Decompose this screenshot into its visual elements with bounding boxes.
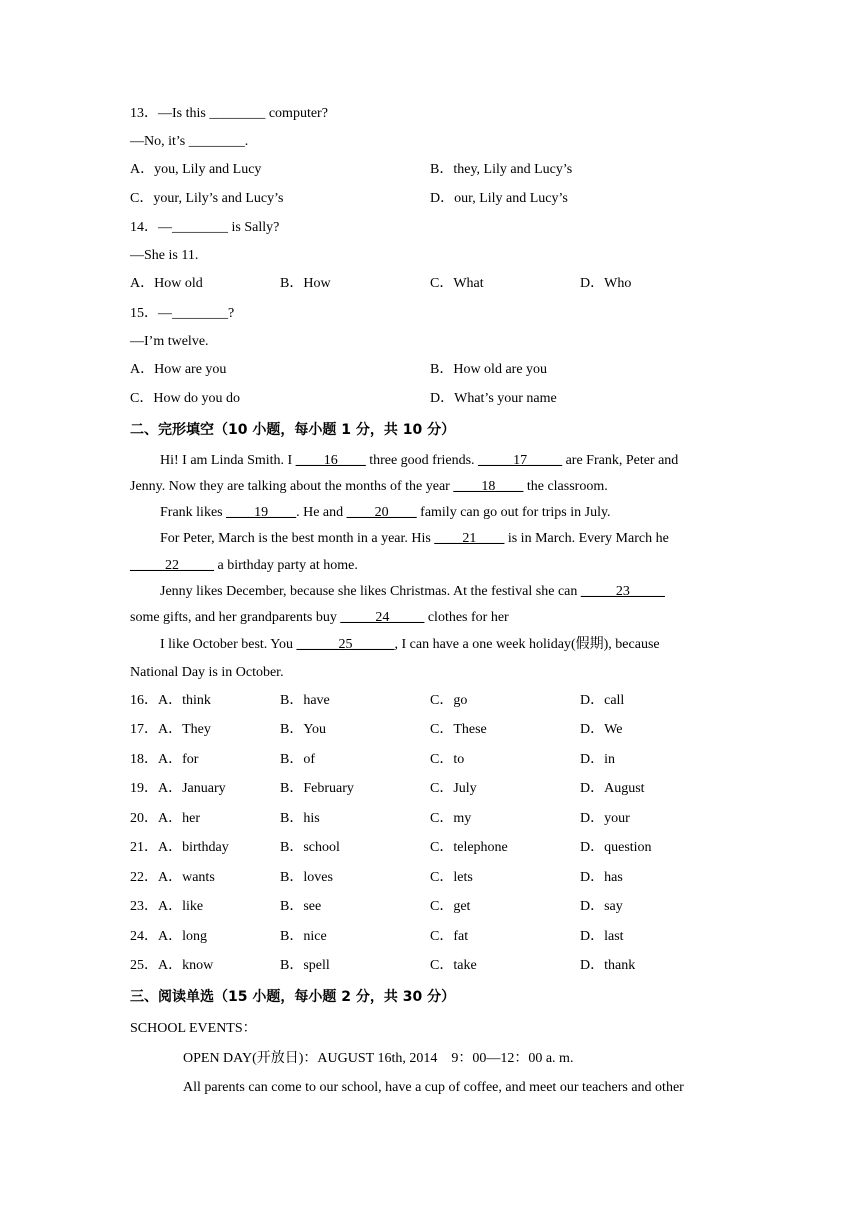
passage-line-4 [160, 529, 669, 549]
passage-line-1 [160, 451, 678, 471]
passage-text: Frank likes [160, 505, 227, 520]
passage-text: Jenny likes December, because she likes Christmas. At the festival she can [160, 584, 581, 599]
q14-option-c: C．What [430, 276, 484, 291]
option-20-a: 20．A．her [130, 811, 200, 826]
passage-text: Jenny. Now they are talking about the months of the year [130, 479, 454, 494]
q15-reply: —I’m twelve. [130, 334, 209, 349]
option-24-a: 24．A．long [130, 929, 207, 944]
option-21-b: B．school [280, 840, 340, 855]
passage-text: For Peter, March is the best month in a year. His [160, 531, 435, 546]
q13-option-d: D．our, Lily and Lucy’s [430, 191, 568, 206]
option-16-b: B．have [280, 693, 330, 708]
q15-stem: 15．—________? [130, 306, 235, 321]
option-20-d: D．your [580, 811, 630, 826]
blank-19: ____19____ [226, 505, 297, 520]
reading-line-1: OPEN DAY(开放日)：AUGUST 16th, 2014 9：00—12：00 a. m. [183, 1051, 574, 1066]
option-17-d: D．We [580, 722, 623, 737]
blank-25: ______25______ [296, 637, 395, 652]
option-17-b: B．You [280, 722, 327, 737]
section-2-title: 二、完形填空（10 小题，每小题 1 分，共 10 分） [130, 422, 456, 438]
option-18-b: B．of [280, 752, 315, 767]
option-16-d: D．call [580, 693, 625, 708]
option-21-c: C．telephone [430, 840, 508, 855]
option-22-a: 22．A．wants [130, 870, 215, 885]
q14-option-b: B．How [280, 276, 331, 291]
passage-line-3 [160, 503, 611, 523]
passage-text: family can go out for trips in July. [416, 505, 611, 520]
option-19-b: B．February [280, 781, 354, 796]
q13-option-a: A．you, Lily and Lucy [130, 162, 262, 177]
passage-text: the classroom. [523, 479, 608, 494]
blank-22: _____22_____ [130, 558, 214, 573]
blank-20: ____20____ [346, 505, 417, 520]
q14-option-d: D．Who [580, 276, 632, 291]
option-17-c: C．These [430, 722, 487, 737]
option-25-b: B．spell [280, 958, 330, 973]
option-18-c: C．to [430, 752, 465, 767]
passage-text: a birthday party at home. [214, 558, 358, 573]
q13-option-b: B．they, Lily and Lucy’s [430, 162, 573, 177]
option-24-d: D．last [580, 929, 624, 944]
option-23-d: D．say [580, 899, 623, 914]
q15-option-c: C．How do you do [130, 391, 241, 406]
option-16-a: 16．A．think [130, 693, 211, 708]
q15-option-b: B．How old are you [430, 362, 548, 377]
option-20-c: C．my [430, 811, 472, 826]
passage-text: are Frank, Peter and [562, 453, 679, 468]
option-25-a: 25．A．know [130, 958, 214, 973]
option-25-d: D．thank [580, 958, 636, 973]
option-19-d: D．August [580, 781, 645, 796]
q13-stem: 13．—Is this ________ computer? [130, 106, 328, 121]
passage-text: , I can have a one week holiday(假期), because [394, 637, 660, 652]
option-21-d: D．question [580, 840, 652, 855]
option-20-b: B．his [280, 811, 320, 826]
option-19-c: C．July [430, 781, 477, 796]
option-22-b: B．loves [280, 870, 333, 885]
option-23-a: 23．A．like [130, 899, 204, 914]
passage-text: Hi! I am Linda Smith. I [160, 453, 296, 468]
q14-stem: 14．—________ is Sally? [130, 220, 280, 235]
passage-line-2 [130, 477, 608, 497]
blank-16: ____16____ [295, 453, 366, 468]
option-19-a: 19．A．January [130, 781, 226, 796]
option-24-b: B．nice [280, 929, 327, 944]
blank-24: _____24_____ [340, 610, 425, 625]
passage-text: is in March. Every March he [504, 531, 669, 546]
blank-23: _____23_____ [580, 584, 665, 599]
section-3-title: 三、阅读单选（15 小题，每小题 2 分，共 30 分） [130, 989, 456, 1005]
passage-line-6 [160, 582, 665, 602]
reading-heading: SCHOOL EVENTS： [130, 1021, 257, 1036]
reading-line-2: All parents can come to our school, have a cup of coffee, and meet our teachers and other [183, 1080, 684, 1095]
q14-option-a: A．How old [130, 276, 203, 291]
option-23-b: B．see [280, 899, 322, 914]
q15-option-a: A．How are you [130, 362, 227, 377]
passage-text: some gifts, and her grandparents buy [130, 610, 341, 625]
option-21-a: 21．A．birthday [130, 840, 229, 855]
q13-option-c: C．your, Lily’s and Lucy’s [130, 191, 284, 206]
passage-text: three good friends. [365, 453, 479, 468]
q15-option-d: D．What’s your name [430, 391, 557, 406]
option-18-d: D．in [580, 752, 615, 767]
option-23-c: C．get [430, 899, 471, 914]
passage-text: I like October best. You [160, 637, 297, 652]
passage-text: clothes for her [424, 610, 509, 625]
option-16-c: C．go [430, 693, 468, 708]
passage-line-5 [130, 556, 358, 576]
option-22-d: D．has [580, 870, 623, 885]
blank-18: ____18____ [453, 479, 524, 494]
option-24-c: C．fat [430, 929, 469, 944]
option-22-c: C．lets [430, 870, 473, 885]
passage-line-9: National Day is in October. [130, 665, 284, 680]
blank-17: _____17_____ [478, 453, 563, 468]
q14-reply: —She is 11. [130, 248, 199, 263]
passage-text: . He and [296, 505, 347, 520]
q13-reply: —No, it’s ________. [130, 134, 249, 149]
option-25-c: C．take [430, 958, 477, 973]
passage-line-8 [160, 635, 660, 655]
option-17-a: 17．A．They [130, 722, 211, 737]
passage-line-7 [130, 608, 509, 628]
option-18-a: 18．A．for [130, 752, 199, 767]
blank-21: ____21____ [434, 531, 505, 546]
